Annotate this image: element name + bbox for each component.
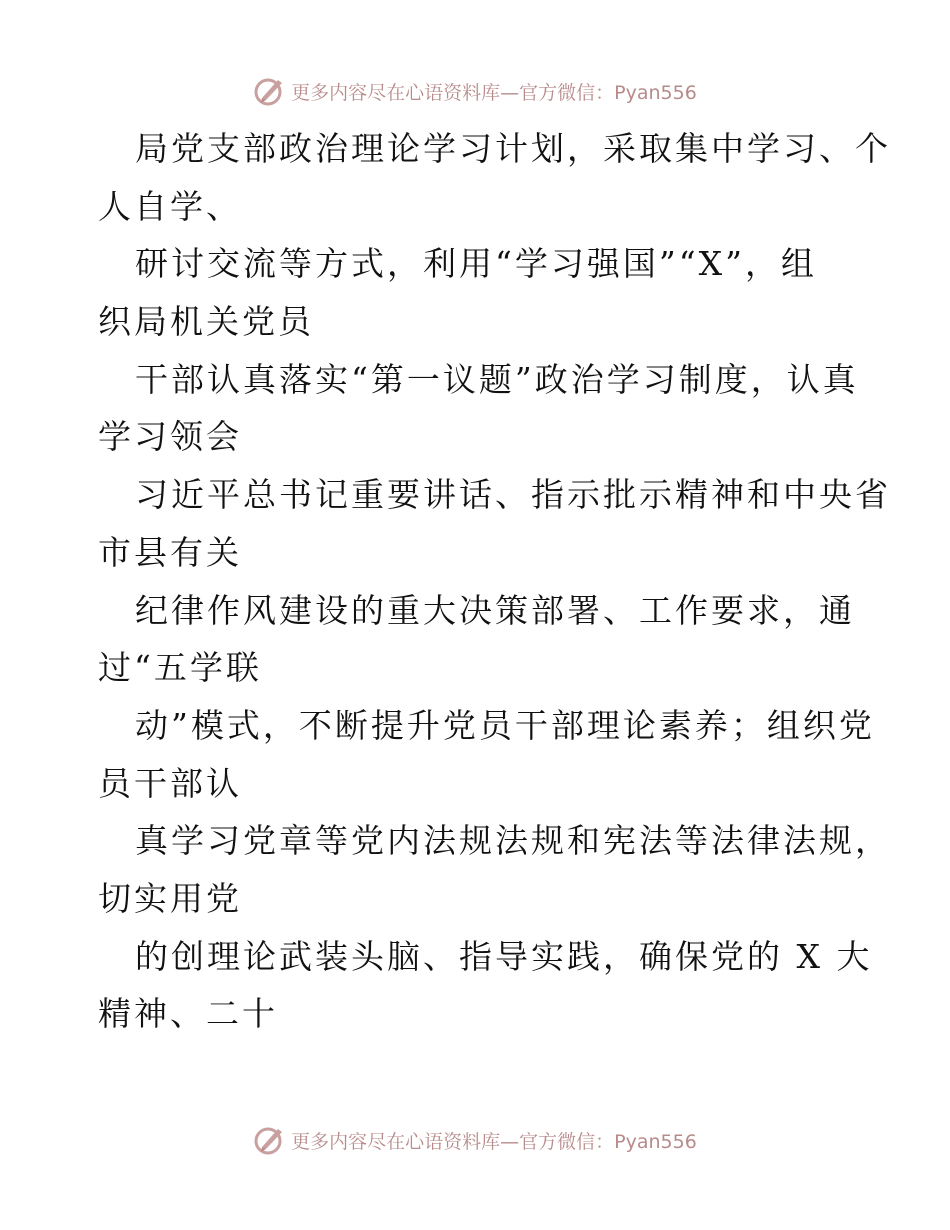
quill-pen-circle-icon xyxy=(253,74,287,108)
watermark-text: 更多内容尽在心语资料库—官方微信：Pyan556 xyxy=(291,81,697,104)
text-line: 研讨交流等方式，利用“学习强国”“X”，组 xyxy=(135,244,817,284)
quill-pen-circle-icon xyxy=(253,1123,287,1157)
text-line: 习近平总书记重要讲话、指示批示精神和中央省 xyxy=(135,475,891,515)
text-line: 过“五学联 xyxy=(98,648,262,688)
text-line: 纪律作风建设的重大决策部署、工作要求，通 xyxy=(135,590,855,630)
document-body xyxy=(98,120,891,1043)
text-line: 市县有关 xyxy=(98,532,242,572)
text-line: 员干部认 xyxy=(98,763,242,803)
text-line: 真学习党章等党内法规法规和宪法等法律法规， xyxy=(135,821,891,861)
watermark-text: 更多内容尽在心语资料库—官方微信：Pyan556 xyxy=(291,1130,697,1153)
text-line: 精神、二十 xyxy=(98,994,278,1034)
text-line: 的创理论武装头脑、指导实践，确保党的 X 大 xyxy=(135,936,873,976)
text-line: 学习领会 xyxy=(98,417,242,457)
text-line: 切实用党 xyxy=(98,878,242,918)
text-line: 人自学、 xyxy=(98,186,242,226)
text-line: 干部认真落实“第一议题”政治学习制度，认真 xyxy=(135,359,859,399)
text-line: 织局机关党员 xyxy=(98,302,314,342)
text-line: 局党支部政治理论学习计划，采取集中学习、个 xyxy=(135,129,891,168)
text-line: 动”模式，不断提升党员干部理论素养；组织党 xyxy=(135,705,875,745)
header-watermark xyxy=(0,71,950,111)
footer-watermark xyxy=(0,1120,950,1160)
